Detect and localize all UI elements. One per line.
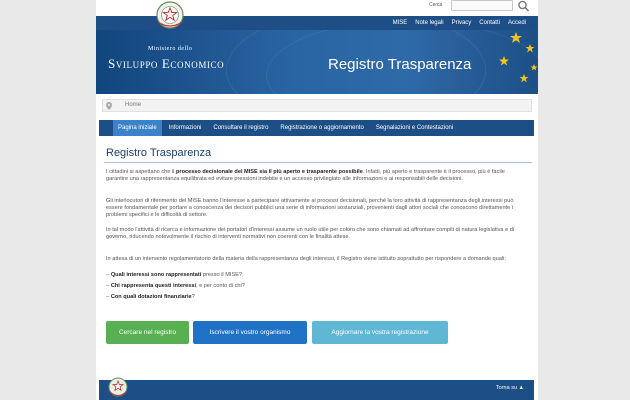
list-item: − Chi rappresenta questi interessi, e per conto di chi? xyxy=(106,283,245,289)
paragraph-registry: In attesa di un intervento regolamentatorio della materia della rappresentanza degli interessi, il Registro viene istituito soprattutto per rispondere a domande quali: xyxy=(106,256,506,262)
nav-link-note-legali[interactable]: Note legali xyxy=(415,20,444,26)
italian-emblem-icon xyxy=(107,376,129,400)
ministry-label[interactable]: Sviluppo Economico xyxy=(108,56,225,71)
list-item: − Quali interessi sono rappresentati presso il MISE? xyxy=(106,272,243,278)
footer xyxy=(99,380,534,400)
page-container xyxy=(96,0,538,400)
arrow-up-icon: ▲ xyxy=(518,385,524,391)
breadcrumb-home[interactable]: Home xyxy=(125,102,142,108)
eu-stars-icon xyxy=(494,30,538,94)
breadcrumb xyxy=(102,99,532,112)
search-input[interactable] xyxy=(451,0,513,11)
nav-link-contatti[interactable]: Contatti xyxy=(479,20,500,26)
tab-pagina-iniziale[interactable]: Pagina iniziale xyxy=(113,120,162,136)
ministry-label-small: Ministero dello xyxy=(148,46,193,52)
title-divider xyxy=(104,162,532,163)
tab-consultare-registro[interactable]: Consultare il registro xyxy=(213,125,269,131)
paragraph-interlocutors: Gli interlocutori di riferimento del MISE hanno l'interesse a partecipare attivamente ai processi decisionali, perché la loro attività di rappresentanza degli interessi può essere fondamentale per portare a conoscenza dei decisori pubblici una serie di informazioni sostanziali, provenienti dagli attori sociali che conoscono direttamente i problemi specifici e le difficoltà di settore. xyxy=(106,198,514,218)
update-registration-button[interactable]: Aggiornare la vostra registrazione xyxy=(312,321,448,344)
search-label: Cerca xyxy=(429,2,443,8)
tab-informazioni[interactable]: Informazioni xyxy=(168,125,202,131)
back-to-top-link[interactable]: Torna su ▲ xyxy=(495,385,524,391)
search-registry-button[interactable]: Cercare nel registro xyxy=(106,321,189,344)
paragraph-intro: I cittadini si aspettano che il processo decisionale del MISE sia il più aperto e trasparente possibile. Infatti, più aperto e trasparente è il processo, più è facile garantire una rappresentanza equilibrata ed evitare pressioni indebite e un accesso privilegiato alle informazioni e ai responsabili delle decisioni. xyxy=(106,169,505,182)
nav-link-accedi[interactable]: Accedi xyxy=(507,20,526,26)
location-pin-icon xyxy=(106,102,112,110)
search-icon[interactable] xyxy=(517,0,530,12)
header-banner xyxy=(96,30,538,94)
register-organization-button[interactable]: Iscrivere il vostro organismo xyxy=(193,321,307,344)
list-item: − Con quali dotazioni finanziarie? xyxy=(106,294,195,300)
nav-link-mise[interactable]: MISE xyxy=(392,20,408,26)
tab-segnalazioni[interactable]: Segnalazioni e Contestazioni xyxy=(375,125,454,131)
banner-title: Registro Trasparenza xyxy=(328,56,472,73)
paragraph-research: In tal modo l'attività di ricerca e informazione dei portatori d'interessi assume un ruolo utile per coloro che sono chiamati ad affrontare compiti di natura legislativa e di governo, riducendo notevolmente il rischio di interventi normativi non coerenti con le finalità attese. xyxy=(106,227,515,240)
main-menu xyxy=(99,120,534,136)
page-title: Registro Trasparenza xyxy=(106,147,212,159)
question-list xyxy=(106,270,406,303)
tab-registrazione[interactable]: Registrazione o aggiornamento xyxy=(280,125,364,131)
italian-emblem-icon xyxy=(152,0,188,31)
nav-link-privacy[interactable]: Privacy xyxy=(451,20,472,26)
